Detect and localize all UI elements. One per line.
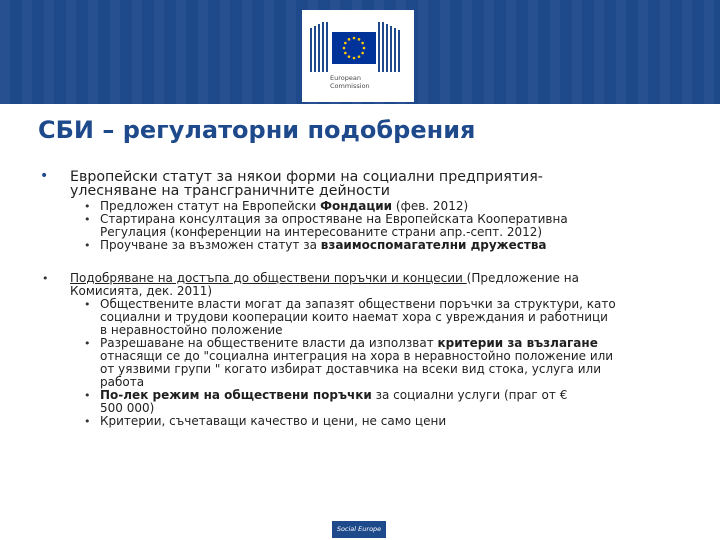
building-left-icon (308, 22, 330, 74)
logo-line-1: European (330, 74, 361, 82)
sub-point-1-3 (40, 239, 700, 252)
social-europe-badge: Social Europe (332, 521, 386, 538)
sub-2-2-line-2: отнасящи се до "социална интеграция на хора в неравностойно положение или (100, 349, 614, 363)
bullet-icon: • (40, 168, 49, 184)
eu-stars-icon (332, 32, 376, 64)
sub-bullet-icon: • (84, 239, 91, 252)
main-point-1 (40, 170, 700, 198)
sub-2-2-line-4: работа (100, 375, 145, 389)
page-title: СБИ – регулаторни подобрения (38, 116, 476, 144)
sub-2-3-line-2: 500 000) (100, 401, 155, 415)
sub-2-4-line-1: Критерии, съчетаващи качество и цени, не само цени (100, 414, 447, 428)
slide-content (40, 170, 700, 428)
sub-2-3-post: за социални услуги (праг от € (371, 388, 568, 402)
sub-1-3-pre: Проучване за възможен статут за (100, 238, 321, 252)
point-2-line-2: Комисията, дек. 2011) (70, 284, 213, 298)
eu-star-icon (353, 37, 356, 40)
sub-2-1-line-2: социални и трудови кооперации които наемат хора с увреждания и работници (100, 310, 608, 324)
eu-star-icon (344, 42, 347, 45)
eu-flag-icon (332, 32, 376, 64)
sub-1-1-post: (фев. 2012) (392, 199, 469, 213)
sub-bullet-icon: • (84, 415, 91, 428)
european-commission-logo[interactable] (302, 10, 414, 102)
sub-2-2-pre: Разрешаване на обществените власти да използват (100, 336, 438, 350)
logo-caption (330, 74, 370, 90)
sub-point-2-2 (40, 337, 700, 389)
sub-point-2-4 (40, 415, 700, 428)
sub-1-3-bold: взаимоспомагателни дружества (320, 238, 547, 252)
sub-bullet-icon: • (84, 200, 91, 213)
sub-2-2-bold: критерии за възлагане (437, 336, 598, 350)
bullet-icon: • (42, 272, 49, 285)
eu-star-icon (358, 55, 361, 58)
sub-bullet-icon: • (84, 337, 91, 350)
point-1-line-2: улесняване на трансграничните дейности (70, 183, 390, 199)
point-1-line-1: Европейски статут за някои форми на социални предприятия- (70, 169, 543, 185)
eu-star-icon (353, 57, 356, 60)
eu-star-icon (348, 55, 351, 58)
sub-point-2-3 (40, 389, 700, 415)
eu-star-icon (361, 42, 364, 45)
sub-2-2-line-3: от уязвими групи " когато избират доставчика на всеки вид стока, услуга или (100, 362, 601, 376)
sub-point-2-1 (40, 298, 700, 337)
sub-bullet-icon: • (84, 213, 91, 226)
point-2-rest: (Предложение на (466, 271, 579, 285)
header-banner (0, 0, 720, 104)
eu-star-icon (344, 52, 347, 55)
sub-bullet-icon: • (84, 389, 91, 402)
sub-1-2-line-2: Регулация (конференции на интересованите страни апр.-септ. 2012) (100, 225, 543, 239)
sub-bullet-icon: • (84, 298, 91, 311)
building-right-icon (378, 22, 406, 74)
eu-star-icon (361, 52, 364, 55)
main-point-2 (40, 272, 700, 298)
point-2-underlined[interactable]: Подобряване на достъпа до обществени поръчки и концесии (70, 271, 467, 285)
sub-2-1-line-3: в неравностойно положение (100, 323, 283, 337)
sub-2-3-bold: По-лек режим на обществени поръчки (100, 388, 372, 402)
eu-star-icon (343, 47, 346, 50)
eu-star-icon (358, 38, 361, 41)
sub-2-1-line-1: Обществените власти могат да запазят обществени поръчки за структури, като (100, 297, 616, 311)
logo-line-2: Commission (330, 82, 370, 90)
sub-1-1-bold: Фондации (320, 199, 393, 213)
sub-point-1-2 (40, 213, 700, 239)
eu-star-icon (363, 47, 366, 50)
sub-1-1-pre: Предложен статут на Европейски (100, 199, 321, 213)
eu-star-icon (348, 38, 351, 41)
sub-1-2-line-1: Стартирана консултация за опростяване на Европейската Кооперативна (100, 212, 568, 226)
